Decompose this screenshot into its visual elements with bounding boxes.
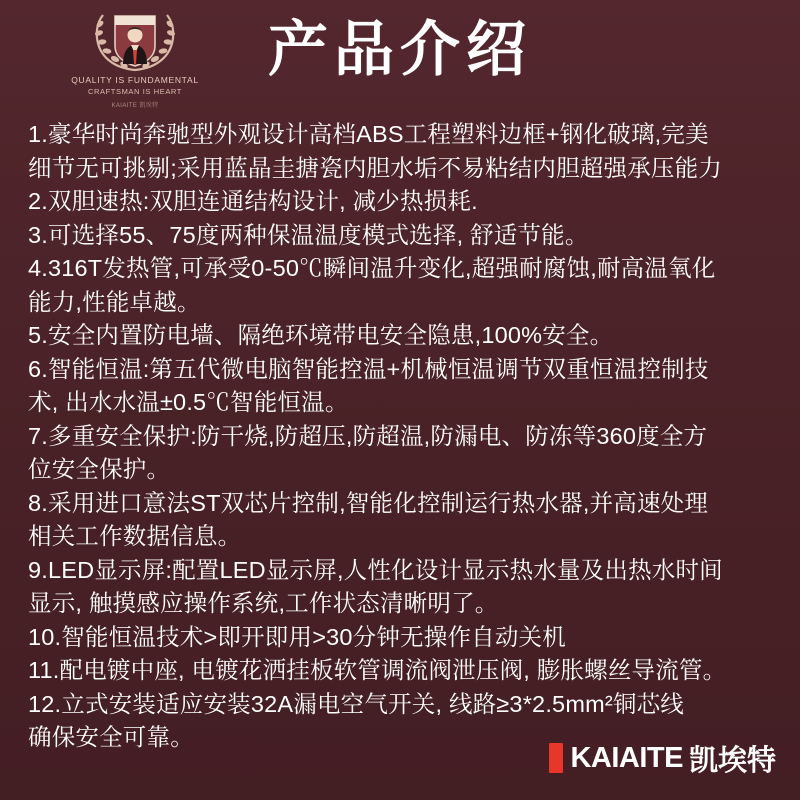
feature-line: 5.安全内置防电墙、隔绝环境带电安全隐患,100%安全。 (28, 322, 614, 348)
feature-line: 位安全保护。 (28, 456, 171, 482)
feature-line: 9.LED显示屏:配置LED显示屏,人性化设计显示热水量及出热水时间 (28, 556, 723, 583)
brand-footer-logo (549, 738, 776, 778)
feature-line: 术, 出水水温±0.5℃智能恒温。 (28, 389, 349, 415)
logo-bar-icon (549, 743, 563, 773)
feature-list (28, 118, 776, 755)
page-title: 产品介绍 (268, 16, 532, 83)
feature-line: 11.配电镀中座, 电镀花洒挂板软管调流阀泄压阀, 膨胀螺丝导流管。 (28, 657, 727, 683)
emblem-tagline-line2: CRAFTSMAN IS HEART (87, 87, 182, 96)
feature-line: 7.多重安全保护:防干烧,防超压,防超温,防漏电、防冻等360度全方 (28, 422, 708, 449)
brand-name-en: KAIAITE (570, 741, 683, 774)
feature-line: 细节无可挑剔;采用蓝晶圭搪瓷内胆水垢不易粘结内胆超强承压能力 (28, 154, 723, 181)
feature-line: 10.智能恒温技术>即开即用>30分钟无操作自动关机 (28, 623, 566, 650)
feature-line: 6.智能恒温:第五代微电脑智能控温+机械恒温调节双重恒温控制技 (28, 355, 709, 382)
brand-emblem (40, 8, 230, 109)
brand-name-cn: 凯埃特 (688, 744, 776, 777)
feature-line: 确保安全可靠。 (28, 724, 194, 750)
feature-line: 能力,性能卓越。 (28, 288, 201, 315)
feature-line: 12.立式安装适应安装32A漏电空气开关, 线路≥3*2.5mm²铜芯线 (28, 690, 684, 717)
crest-icon (75, 8, 195, 74)
feature-line: 1.豪华时尚奔驰型外观设计高档ABS工程塑料边框+钢化破璃,完美 (28, 121, 709, 147)
emblem-tagline-line1: QUALITY IS FUNDAMENTAL (71, 75, 199, 85)
feature-line: 相关工作数据信息。 (28, 523, 242, 549)
feature-line: 3.可选择55、75度两种保温温度模式选择, 舒适节能。 (28, 221, 589, 248)
feature-line: 8.采用进口意法ST双芯片控制,智能化控制运行热水器,并高速处理 (28, 489, 709, 516)
poster-header (0, 0, 800, 108)
feature-line: 2.双胆速热:双胆连通结构设计, 减少热损耗. (28, 188, 478, 214)
feature-line: 4.316T发热管,可承受0-50℃瞬间温升变化,超强耐腐蚀,耐高温氧化 (28, 255, 716, 281)
feature-line: 显示, 触摸感应操作系统,工作状态清晰明了。 (28, 590, 499, 616)
emblem-brand-name: KAIAITE 凯埃特 (111, 103, 159, 109)
